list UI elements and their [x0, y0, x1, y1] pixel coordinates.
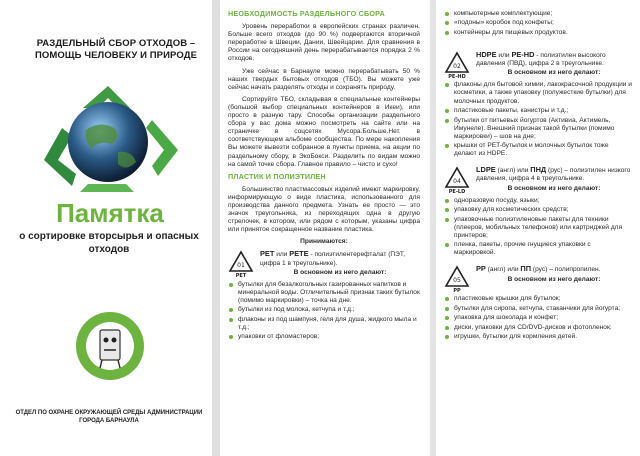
list-item: упаковку для косметических средств; — [444, 206, 632, 214]
svg-text:PE-LD: PE-LD — [448, 189, 466, 195]
code-desc: - полиэтилентерефталат (ПЭТ, цифра 1 в треугольнике). — [260, 251, 406, 267]
right-column — [444, 10, 632, 343]
svg-text:05: 05 — [453, 277, 461, 285]
list-item: игрушки, бутылки для кормления детей. — [444, 333, 632, 341]
list-item: пластиковые крышки для бутылок; — [444, 295, 632, 303]
recycle-globe-icon — [28, 80, 188, 198]
list-item: упаковка для шоколада и конфет; — [444, 314, 632, 322]
paragraph: Большинство пластмассовых изделий имеют маркировку, информирующую о виде пластика, использованного для производства данного предмета. Узнать ее просто — это значок треугольника, из переходящих одна в другую стрелочек, в котором, или рядом с которым, указаны цифра или принятое сокращенное название пластика. — [228, 185, 420, 234]
recycle-triangle-05-icon — [444, 265, 470, 293]
list-item: флаконы для бытовой химии, лакокрасочной продукции и косметики, а также упаковку (полужесткие бутылки) для молочных продуктов. — [444, 81, 632, 105]
list-item: бутылки из под молока, кетчупа и т.д.; — [228, 306, 420, 314]
code-lang: (англ) — [497, 167, 516, 175]
cover-heading: Памятка — [56, 198, 164, 228]
code-name: PE-HD — [511, 50, 535, 60]
fold-divider-2 — [430, 0, 436, 456]
code-name: PP — [476, 264, 486, 274]
code-name: PETE — [289, 249, 309, 259]
list-item: бутылки для сиропа, кетчупа, стаканчики для йогурта; — [444, 305, 632, 313]
code-name: HDPE — [476, 50, 497, 60]
middle-column — [228, 10, 420, 343]
list-item: бутылки от питьевых йогуртов (Активиа, Актимель, Имунеле). Внешний признак такой бутылки (помимо маркировки) – шов на дне; — [444, 117, 632, 141]
ldpe-code-block — [444, 166, 632, 194]
code-name: ПП — [520, 264, 532, 274]
code-subheading: В основном из него делают: — [507, 275, 601, 283]
list-item: компьютерные комплектующие; — [444, 10, 632, 18]
code-or: или — [498, 52, 510, 60]
department-name: ОТДЕЛ ПО ОХРАНЕ ОКРУЖАЮЩЕЙ СРЕДЫ АДМИНИСТРАЦИИ ГОРОДА БАРНАУЛА — [15, 410, 203, 424]
cover-panel — [0, 0, 212, 456]
svg-text:PP: PP — [453, 288, 461, 294]
list-item: бутылки для безалкогольных газированных напитков и минеральной воды. Отличительный признак таких бутылок (помимо маркировки) – точка на дне. — [228, 281, 420, 305]
hdpe-code-block — [444, 51, 632, 79]
list-item: диски, упаковки для CD/DVD-дисков и фотопленок; — [444, 324, 632, 332]
pet-items-list — [228, 281, 420, 342]
svg-text:02: 02 — [453, 63, 461, 71]
code-or: или — [276, 251, 288, 259]
list-item: упаковки от фломастеров; — [228, 333, 420, 341]
code-subheading: В основном из него делают: — [507, 69, 601, 77]
recycle-triangle-01-icon — [228, 250, 254, 278]
paragraph: Уже сейчас в Барнауле можно перерабатывать 50 % наших твердых бытовых отходов (ТБО). Вы можете уже сейчас начать разделять отходы и сохранять природу. — [228, 67, 420, 91]
code-name: PET — [260, 249, 275, 259]
musora-logo-icon — [74, 310, 146, 382]
paragraph: Сортируйте ТБО, складывая в специальные контейнеры (большой выбор специальных контейнеров в Икеи), или просто в разную тару. Способы организации раздельного сбора у вас дома можно посмотреть на сайте или на страничке в соцсетях Мусора.Больше.Нет. в соответствующем альбоме сообщества. По мере накопления Вы можете вывезти собранное в пункты приема, на акции по раздельному сбору, в ЭкоБокси. Разделить по видам можно на самой точке сбора. Главное правило – чисто и сухо! — [228, 95, 420, 168]
pp-code-block — [444, 265, 632, 293]
code-subheading: В основном из него делают: — [293, 268, 387, 276]
svg-text:PE-HD: PE-HD — [448, 74, 466, 80]
code-desc: – полиэтилен низкого давления, цифра 4 в треугольнике. — [476, 167, 631, 183]
list-item: одноразовую посуду, языки; — [444, 197, 632, 205]
svg-text:04: 04 — [453, 178, 461, 186]
code-or: или — [517, 167, 529, 175]
code-subheading: В основном из него делают: — [507, 184, 601, 192]
cover-title: РАЗДЕЛЬНЫЙ СБОР ОТХОДОВ – ПОМОЩЬ ЧЕЛОВЕКУ И ПРИРОДЕ — [34, 38, 198, 61]
list-item: пластиковые пакеты, канистры и т.д.; — [444, 107, 632, 115]
code-desc: – полипропилен. — [549, 266, 601, 274]
accepted-heading: Принимаются: — [300, 238, 348, 246]
code-name: LDPE — [476, 165, 496, 175]
list-item: «подоны» коробок под конфеты; — [444, 19, 632, 27]
svg-text:PET: PET — [235, 273, 247, 279]
code-name: ПНД — [530, 165, 547, 175]
section-title-separate: НЕОБХОДИМОСТЬ РАЗДЕЛЬНОГО СБОРА — [228, 9, 385, 18]
svg-text:01: 01 — [237, 262, 245, 270]
list-item: крышки от PET-бутылок и молочных бутылок тоже делают из HDPE. — [444, 142, 632, 158]
recycle-triangle-02-icon — [444, 51, 470, 79]
code-lang: (рус) — [548, 167, 563, 175]
code-or: или — [507, 266, 519, 274]
code-lang: (англ) — [487, 266, 506, 274]
section-title-plastic: ПЛАСТИК И ПОЛИЭТИЛЕН — [228, 171, 326, 181]
list-item: флаконы из под шампуня, геля для душа, жидкого мыла и т.д.; — [228, 316, 420, 332]
code-lang: (рус) — [532, 266, 548, 274]
list-item: пленка, пакеты, прочие гнущиеся упаковки с маркировкой. — [444, 241, 632, 257]
pet-code-block — [228, 250, 420, 278]
paragraph: Уровень переработки в европейских странах различен. Больше всего отходов (до 90 %) подвергаются вторичной переработке в Швеции, Дании, Швейцарии. Для сравнения в России на сегодняшний день перерабатывается порядка 2 % отходов. — [228, 23, 420, 63]
recycle-triangle-04-icon — [444, 166, 470, 194]
fold-divider-1 — [212, 0, 220, 456]
code-desc: - полиэтилен высокого давления (ПВД), цифра 2 в треугольнике. — [476, 52, 606, 68]
list-item: упаковочные полиэтиленовые пакеты для техники (плееров, мобильных телефонов) или картриджей для принтеров; — [444, 216, 632, 240]
list-item: контейнеры для пищевых продуктов. — [444, 29, 632, 37]
cover-subtitle: о сортировке вторсырья и опасных отходов — [19, 231, 199, 255]
